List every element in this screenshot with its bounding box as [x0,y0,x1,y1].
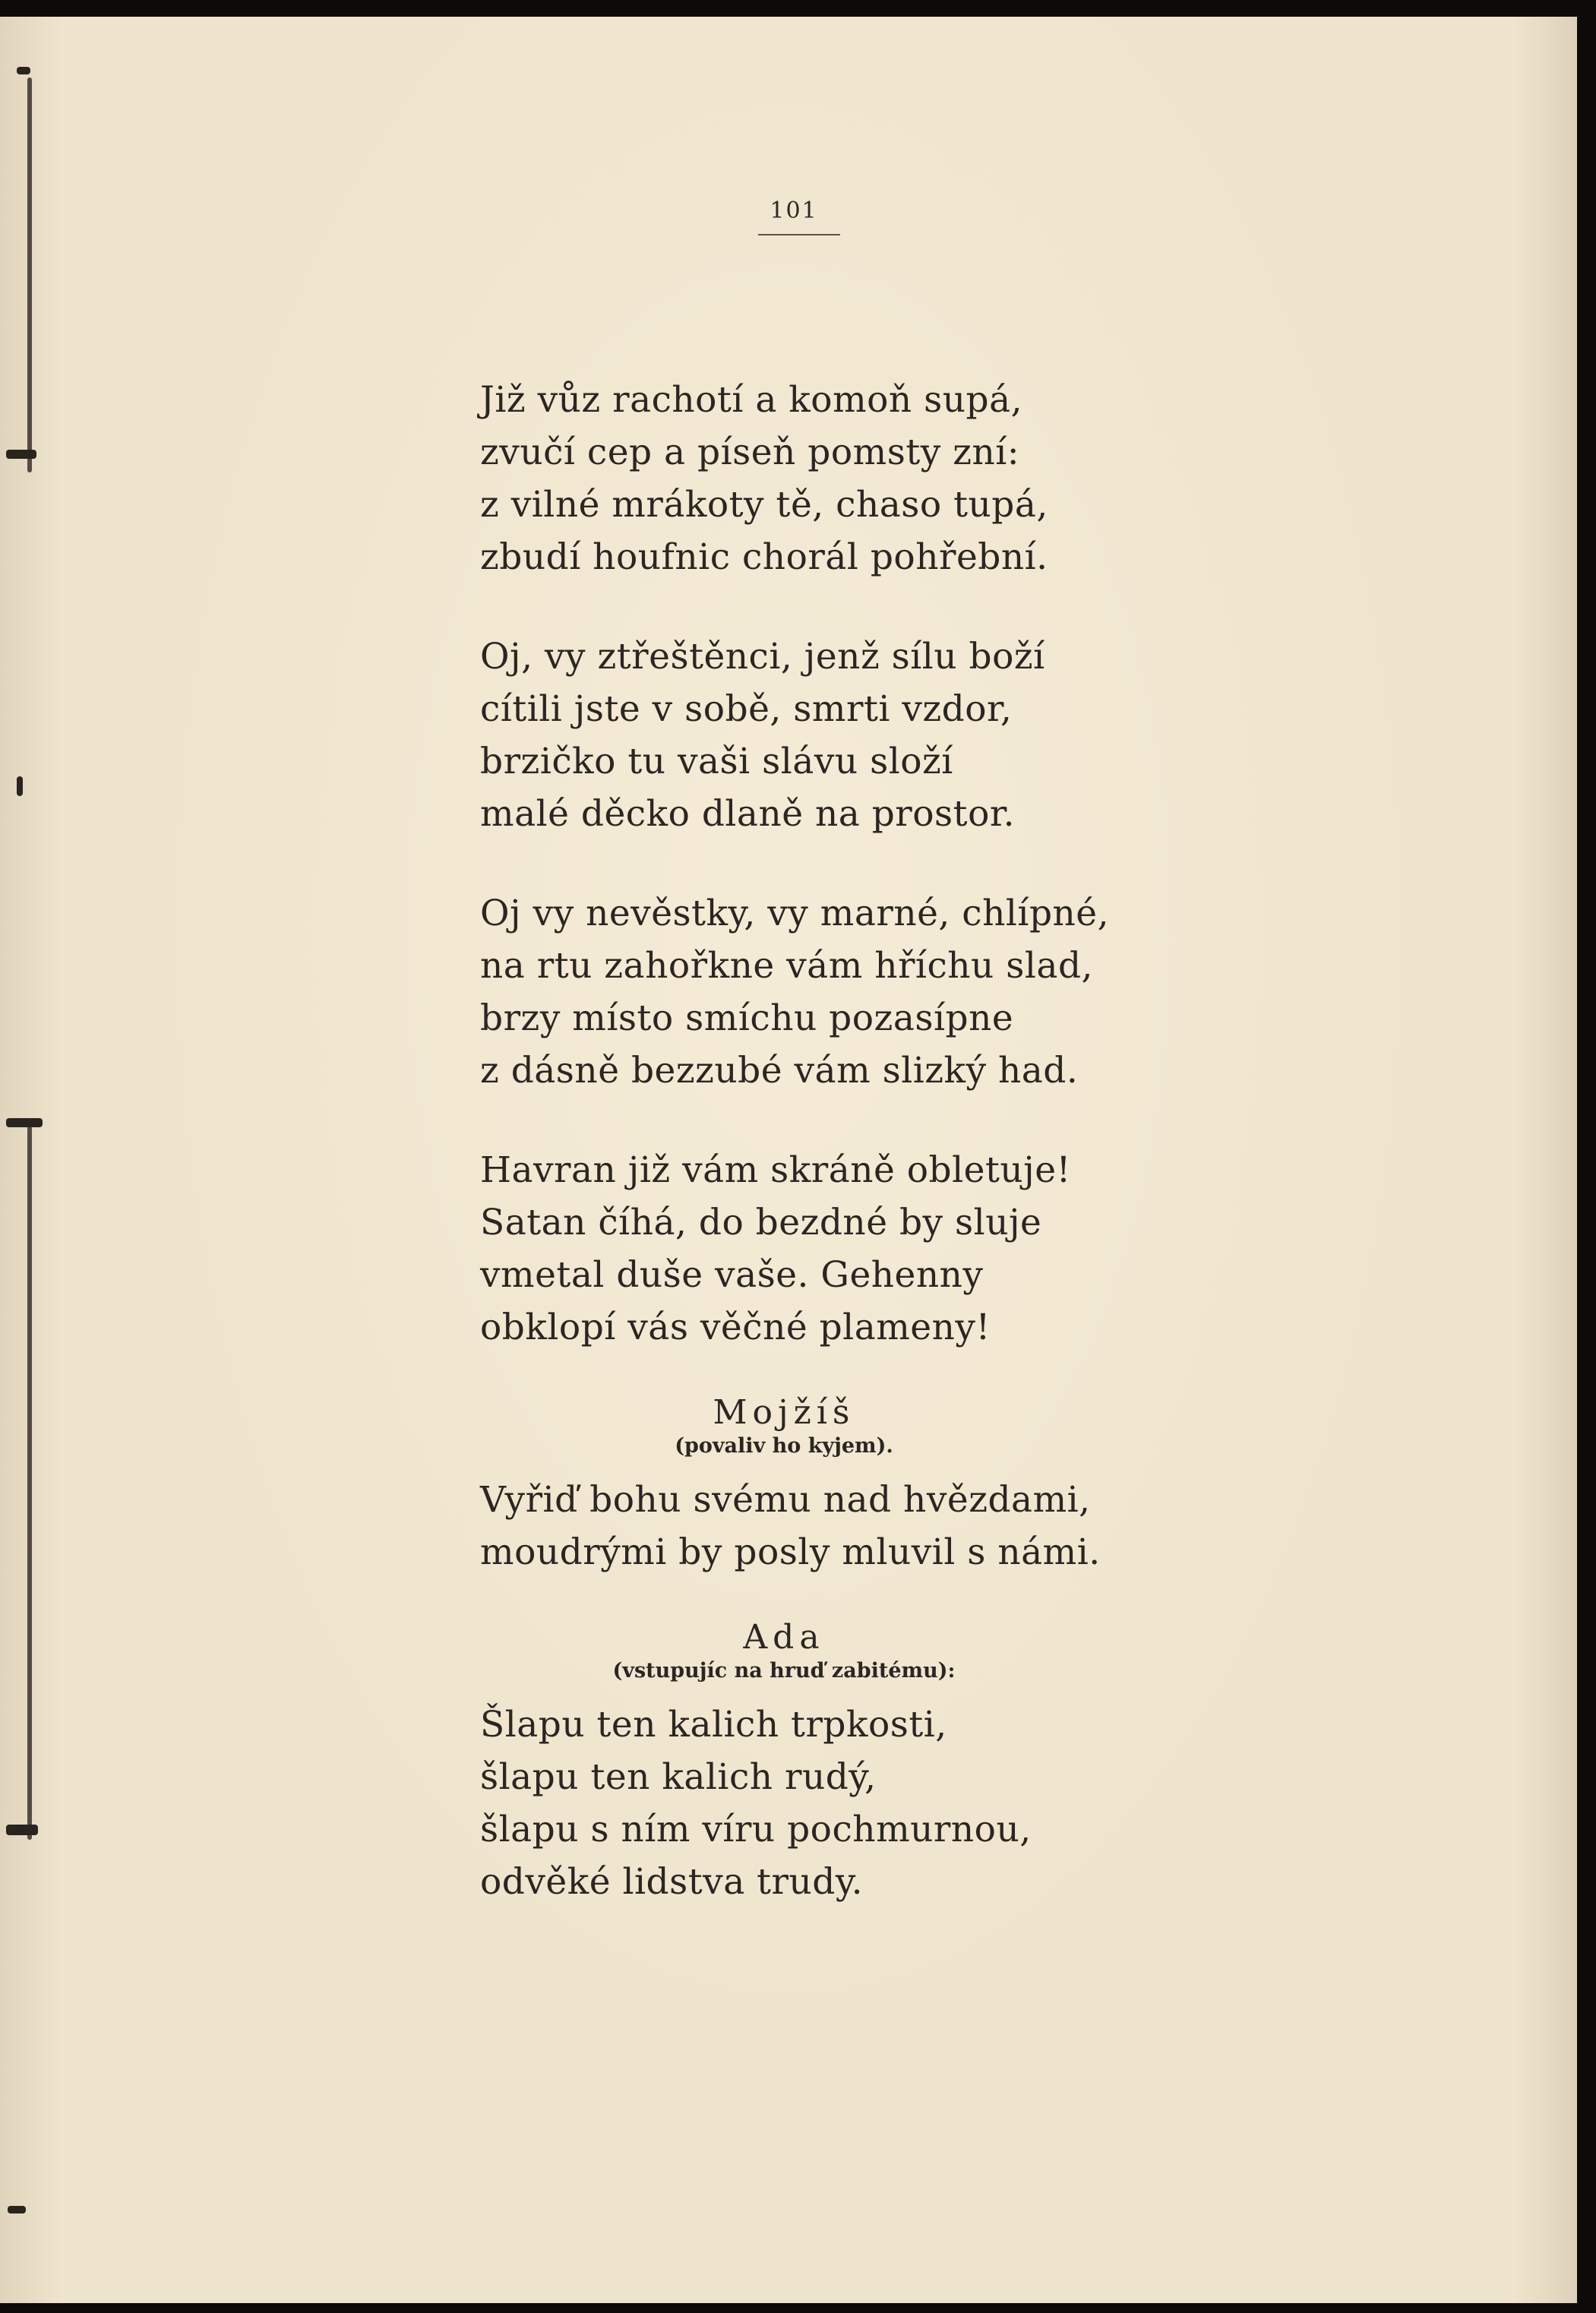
verse-line: Již vůz rachotí a komoň supá, [480,379,1023,421]
stanza-1 [480,374,1437,583]
poem-body [480,374,1437,1955]
verse-line: šlapu ten kalich rudý, [480,1756,877,1798]
binding-edge-top [27,77,32,472]
verse-line: zbudí houfnic chorál pohřební. [480,536,1048,578]
binding-edge-bottom [27,1126,32,1840]
page-number-rule [758,234,840,235]
binding-notch [6,1118,43,1127]
binding-notch [6,1825,38,1835]
speaker-heading [480,1618,1088,1685]
verse-line: Oj, vy ztřeštěnci, jenž sílu boží [480,636,1045,678]
verse-line: malé děcko dlaně na prostor. [480,793,1016,835]
page-number: 101 [770,197,818,224]
binding-notch [6,450,36,459]
verse-line: zvučí cep a píseň pomsty zní: [480,431,1020,473]
stanza-3 [480,887,1437,1097]
verse-line: vmetal duše vaše. Gehenny [480,1254,984,1296]
binding-notch [17,67,30,74]
speech-moses [480,1474,1437,1578]
verse-line: odvěké lidstva trudy. [480,1861,864,1903]
speech-ada [480,1698,1437,1908]
verse-line: brzičko tu vaši slávu složí [480,741,953,782]
verse-line: z vilné mrákoty tě, chaso tupá, [480,484,1048,526]
binding-notch [8,2206,26,2213]
book-page [0,17,1577,2303]
verse-line: Satan číhá, do bezdné by sluje [480,1202,1042,1243]
speaker-name: Mojžíš [713,1393,855,1432]
stage-direction: (vstupujíc na hruď zabitému): [612,1659,956,1683]
verse-line: Oj vy nevěstky, vy marné, chlípné, [480,893,1110,934]
verse-line: cítili jste v sobě, smrti vzdor, [480,688,1013,730]
verse-line: moudrými by posly mluvil s námi. [480,1531,1101,1573]
speaker-name: Ada [743,1618,825,1657]
verse-line: Šlapu ten kalich trpkosti, [480,1704,947,1746]
verse-line: brzy místo smíchu pozasípne [480,997,1014,1039]
verse-line: šlapu s ním víru pochmurnou, [480,1809,1032,1850]
stage-direction: (povaliv ho kyjem). [675,1434,893,1458]
verse-line: z dásně bezzubé vám slizký had. [480,1050,1079,1092]
verse-line: na rtu zahořkne vám hříchu slad, [480,945,1093,987]
stanza-2 [480,630,1437,840]
binding-notch [17,776,23,796]
stanza-4 [480,1144,1437,1354]
verse-line: obklopí vás věčné plameny! [480,1307,991,1348]
verse-line: Vyřiď bohu svému nad hvězdami, [480,1479,1091,1521]
speaker-heading [480,1393,1088,1460]
verse-line: Havran již vám skráně obletuje! [480,1149,1071,1191]
